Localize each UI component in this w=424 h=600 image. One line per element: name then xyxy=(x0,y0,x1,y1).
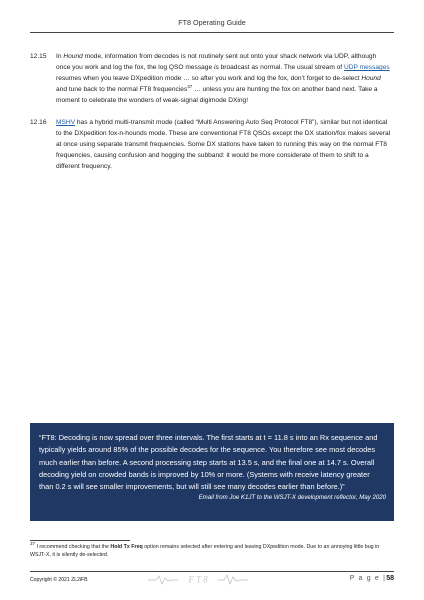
text-run: broadcast as normal. The usual stream of xyxy=(218,63,344,71)
page-number: 58 xyxy=(386,575,394,582)
section-number: 12.16 xyxy=(30,119,47,126)
quote-text: “FT8: Decoding is now spread over three intervals. The first starts at t = 11.8 s into an Rx sequence and typically yields around 85% of the possible decodes for the sequence. You therefore see most decodes much earlier than before. A second processing step starts at 13.5 s, and the final one at 14.7 s. Overall decoding yield on crowded bands is improved by 10% or more. (Systems with receive latency greater than 0.2 s will see smaller improvements, but will still see many decodes earlier than before.)” xyxy=(39,433,378,492)
text-run: I recommend checking that the xyxy=(35,544,111,550)
page-label: P a g e xyxy=(349,575,381,582)
text-run: and tune back to the normal FT8 frequencies xyxy=(56,85,188,93)
text-run: In xyxy=(56,53,64,60)
waveform-logo-icon xyxy=(148,572,248,586)
logo-text: F T 8 xyxy=(188,574,208,585)
section-body xyxy=(56,52,392,107)
footnote-ref[interactable]: 37 xyxy=(187,83,193,89)
text-run: … unless you are hunting the fox on another band next. Take a moment to celebrate the wonders of weak-signal digimode DXing! xyxy=(56,85,378,104)
italic-term: Hound xyxy=(63,53,83,60)
text-run: mode, information from decodes is not routinely sent out onto your shack network via UDP, although once you work and log the fox, the log QSO message xyxy=(56,53,377,71)
quote-box xyxy=(30,423,394,521)
page-footer xyxy=(30,571,394,586)
text-run: option remains selected after entering and leaving DXpedition mode. Due to an annoying little bug in WSJT-X, it is silently de-selected. xyxy=(30,544,380,558)
section-body xyxy=(56,118,392,173)
footnote-number: 37 xyxy=(30,541,36,547)
udp-messages-link[interactable]: UDP messages xyxy=(343,63,390,71)
section-number: 12.15 xyxy=(30,53,47,60)
quote-attribution: Email from Joe K1JT to the WSJT-X development reflector, May 2020 xyxy=(198,494,386,502)
footnote-divider xyxy=(30,540,130,541)
text-run: resumes when you leave DXpedition mode … so after you work and log the fox, don’t forget to de-select xyxy=(56,74,362,82)
italic-term: Hound xyxy=(361,74,381,82)
bold-term: Hold Tx Freq xyxy=(110,544,143,550)
footnote xyxy=(30,543,394,559)
page-header xyxy=(30,18,394,33)
copyright-text: Copyright © 2021 ZL2iFB xyxy=(30,577,88,583)
mshv-link[interactable]: MSHV xyxy=(56,119,76,126)
header-title: FT8 Operating Guide xyxy=(178,18,246,27)
italic-term: is xyxy=(213,63,219,71)
section-12-16 xyxy=(30,118,392,173)
section-12-15 xyxy=(30,52,392,107)
page-indicator: P a g e |58 xyxy=(349,575,394,582)
text-run: has a hybrid multi-transmit mode (called “Multi Answering Auto Seq Protocol FT8”), similar but not identical to the DXpedition fox-n-hounds mode. These are conventional FT8 QSOs except the DX station/fox makes several at once using separate transmit frequencies. Some DX stations have taken to running this way on the normal FT8 frequencies, causing confusion and hogging the subband: it would be more considerate of them to shift to a different frequency. xyxy=(56,119,391,170)
